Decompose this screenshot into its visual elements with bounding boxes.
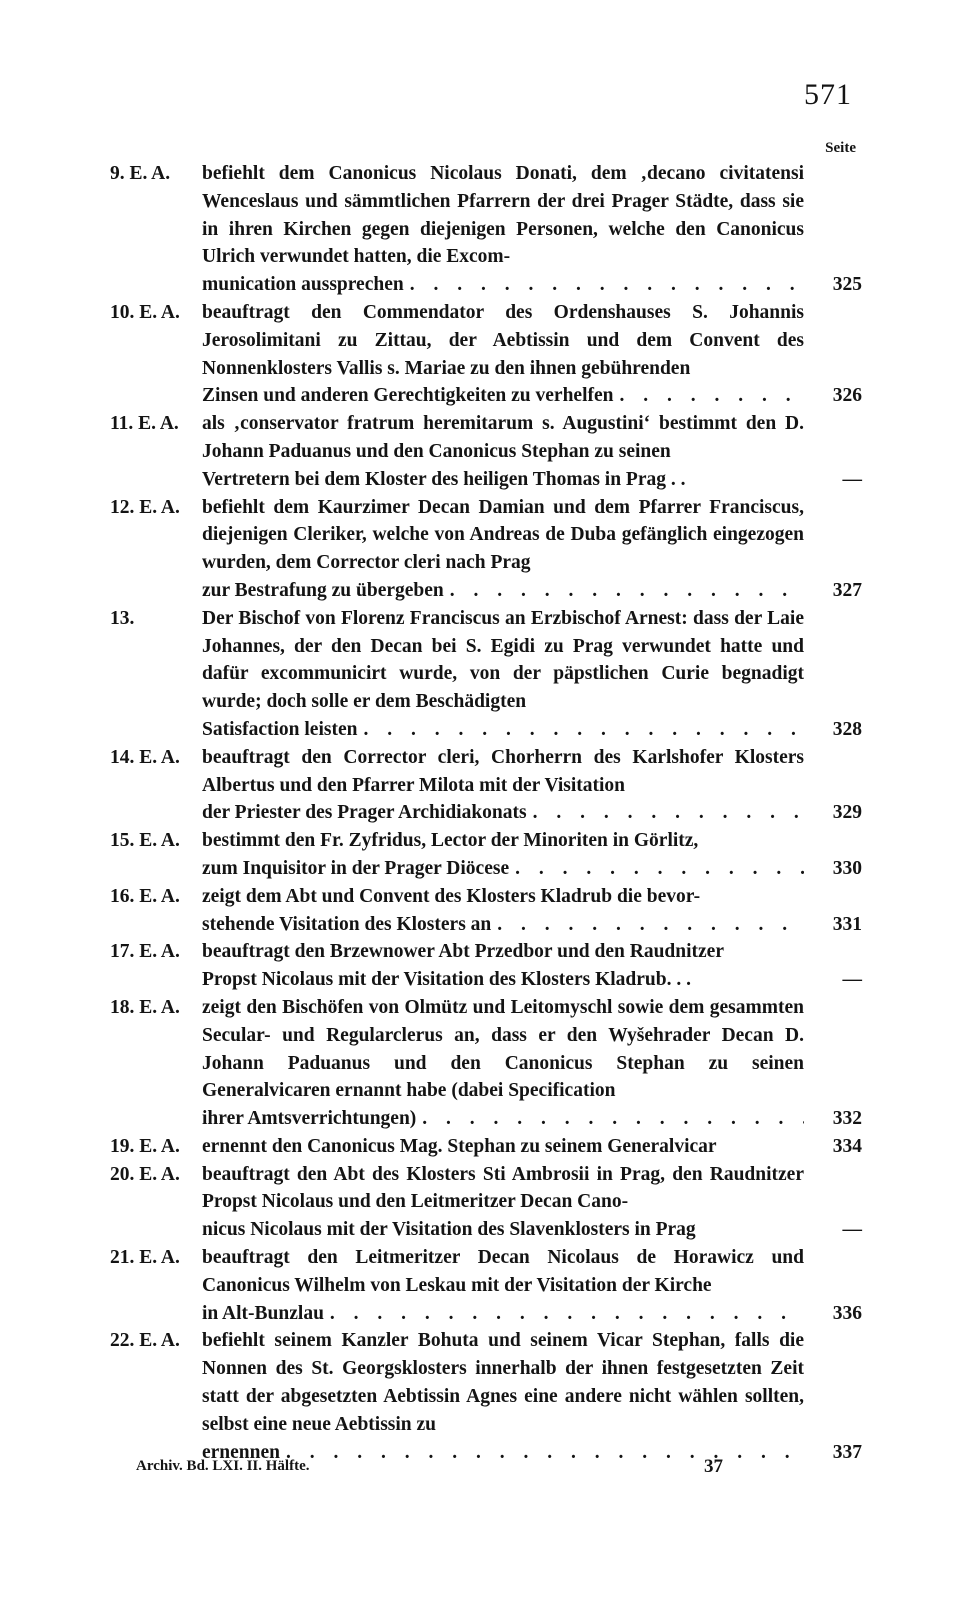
toc-entry — [110, 1327, 862, 1466]
entry-last-line — [202, 382, 804, 410]
entry-page-reference: 328 — [832, 718, 862, 740]
entry-number: 22. E. A. — [110, 1330, 180, 1352]
entry-page-reference: 332 — [832, 1108, 862, 1130]
entry-page-reference: 337 — [832, 1441, 862, 1463]
entry-page-reference: 329 — [832, 802, 862, 824]
dot-leader — [620, 382, 805, 410]
column-label-seite: Seite — [825, 140, 856, 156]
entry-last-text: Satisfaction leisten — [202, 718, 358, 740]
entry-text: bestimmt den Fr. Zyfridus, Lector der Minoriten in Görlitz, — [202, 830, 699, 852]
entry-text: befiehlt dem Kaurzimer Decan Damian und dem Pfarrer Franciscus, diejenigen Cleriker, welche von Andreas de Duba gefänglich eingezogen wurden, dem Corrector cleri nach Prag — [202, 496, 804, 574]
entry-text: Der Bischof von Florenz Franciscus an Erzbischof Arnest: dass der Laie Johannes, der den Decan bei S. Egidi zu Prag verwundet hatte und dafür excommunicirt wurde, von der päpstlichen Curie begnadigt wurde; doch solle er dem Beschädigten — [202, 607, 804, 713]
toc-entry — [110, 827, 862, 883]
footer-journal-reference: Archiv. Bd. LXI. II. Hälfte. — [136, 1458, 310, 1474]
entry-last-text: Zinsen und anderen Gerechtigkeiten zu verhelfen — [202, 385, 614, 407]
page-number: 571 — [804, 78, 852, 111]
entry-last-line — [202, 855, 804, 883]
entry-last-line — [202, 1216, 804, 1244]
entry-number: 16. E. A. — [110, 885, 180, 907]
entry-number: 14. E. A. — [110, 746, 180, 768]
entry-page-reference: 336 — [832, 1302, 862, 1324]
entry-last-line — [202, 1133, 804, 1161]
entry-page-reference: 326 — [832, 385, 862, 407]
entry-text: beauftragt den Brzewnower Abt Przedbor und den Raudnitzer — [202, 941, 724, 963]
entry-page-reference: 327 — [832, 579, 862, 601]
entry-page-reference: — — [842, 468, 862, 490]
dot-leader — [363, 716, 804, 744]
entry-last-text: nicus Nicolaus mit der Visitation des Slavenklosters in Prag — [202, 1219, 696, 1241]
entry-number: 9. E. A. — [110, 163, 171, 184]
entry-last-text: stehende Visitation des Klosters an — [202, 913, 492, 935]
dot-leader — [410, 271, 804, 299]
entry-text: zeigt dem Abt und Convent des Klosters Kladrub die bevor- — [202, 885, 701, 907]
dot-leader — [330, 1300, 804, 1328]
entry-number: 10. E. A. — [110, 301, 180, 323]
entry-last-line — [202, 271, 804, 299]
entry-last-text: Propst Nicolaus mit der Visitation des Klosters Kladrub. . . — [202, 969, 691, 991]
entry-text: beauftragt den Leitmeritzer Decan Nicolaus de Horawicz und Canonicus Wilhelm von Leskau mit der Visitation der Kirche — [202, 1247, 804, 1296]
entry-number: 12. E. A. — [110, 496, 180, 518]
toc-entry — [110, 1244, 862, 1327]
entry-text: als ‚conservator fratrum heremitarum s. Augustini‘ bestimmt den D. Johann Paduanus und den Canonicus Stephan zu seinen — [202, 413, 804, 462]
toc-entry — [110, 494, 862, 605]
entry-last-line — [202, 1105, 804, 1133]
entry-last-line — [202, 466, 804, 494]
toc-entry — [110, 299, 862, 410]
table-of-contents — [110, 160, 862, 1466]
entry-last-text: zur Bestrafung zu übergeben — [202, 579, 444, 601]
toc-entry — [110, 744, 862, 827]
entry-last-line — [202, 966, 804, 994]
entry-text: beauftragt den Corrector cleri, Chorherrn des Karlshofer Klosters Albertus und den Pfarrer Milota mit der Visitation — [202, 746, 804, 796]
toc-entry — [110, 160, 862, 299]
dot-leader — [533, 799, 804, 827]
toc-entry — [110, 605, 862, 744]
dot-leader — [497, 911, 804, 939]
toc-entry — [110, 883, 862, 939]
entry-text: befiehlt seinem Kanzler Bohuta und seinem Vicar Stephan, falls die Nonnen des St. Georgsklosters innerhalb der ihnen festgesetzten Zeit statt der abgesetzten Aebtissin Agnes eine andere nicht wählen sollten, selbst eine neue Aebtissin zu — [202, 1330, 804, 1435]
entry-last-text: ernennen — [202, 1441, 280, 1463]
dot-leader — [422, 1105, 804, 1133]
entry-last-line — [202, 911, 804, 939]
dot-leader — [286, 1439, 804, 1467]
entry-number: 13. — [110, 607, 135, 629]
entry-page-reference: 325 — [832, 274, 862, 296]
entry-page-reference: 330 — [832, 857, 862, 879]
entry-number: 18. E. A. — [110, 996, 180, 1018]
entry-number: 21. E. A. — [110, 1247, 180, 1269]
entry-number: 17. E. A. — [110, 941, 180, 963]
entry-number: 11. E. A. — [110, 413, 179, 435]
entry-last-line — [202, 716, 804, 744]
entry-last-text: in Alt-Bunzlau — [202, 1302, 324, 1324]
dot-leader — [515, 855, 804, 883]
toc-entry — [110, 410, 862, 493]
entry-last-text: ernennt den Canonicus Mag. Stephan zu seinem Generalvicar — [202, 1135, 717, 1157]
entry-last-text: munication aussprechen — [202, 274, 404, 296]
entry-last-text: der Priester des Prager Archidiakonats — [202, 802, 527, 824]
entry-last-line — [202, 1300, 804, 1328]
entry-text: zeigt den Bischöfen von Olmütz und Leitomyschl sowie dem gesammten Secular- und Regularclerus an, dass er den Wyšehrader Decan D. Johann Paduanus und den Canonicus Stephan zu seinen Generalvicaren ernannt habe (dabei Specification — [202, 996, 804, 1102]
toc-entry — [110, 938, 862, 994]
toc-entry — [110, 1161, 862, 1244]
entry-page-reference: — — [842, 1219, 862, 1241]
entry-last-line — [202, 799, 804, 827]
footer-signature-mark: 37 — [704, 1456, 723, 1477]
entry-page-reference: 331 — [832, 913, 862, 935]
entry-last-text: zum Inquisitor in der Prager Diöcese — [202, 857, 510, 879]
entry-last-text: ihrer Amtsverrichtungen) — [202, 1108, 417, 1130]
entry-text: beauftragt den Abt des Klosters Sti Ambrosii in Prag, den Raudnitzer Propst Nicolaus und den Leitmeritzer Decan Cano- — [202, 1163, 804, 1213]
toc-entry — [110, 1133, 862, 1161]
dot-leader — [450, 577, 804, 605]
entry-page-reference: — — [842, 969, 862, 991]
entry-page-reference: 334 — [832, 1135, 862, 1157]
entry-last-line — [202, 577, 804, 605]
toc-entry — [110, 994, 862, 1133]
entry-number: 15. E. A. — [110, 830, 180, 852]
entry-number: 19. E. A. — [110, 1135, 180, 1157]
entry-text: beauftragt den Commendator des Ordenshauses S. Johannis Jerosolimitani zu Zittau, der Aebtissin und dem Convent des Nonnenklosters Vallis s. Mariae zu den ihnen gebührenden — [202, 301, 804, 379]
entry-number: 20. E. A. — [110, 1163, 180, 1185]
entry-text: befiehlt dem Canonicus Nicolaus Donati, dem ‚decano civitatensi Wenceslaus und sämmtlichen Pfarrern der drei Prager Städte, dass sie in ihren Kirchen gegen diejenigen Personen, welche den Canonicus Ulrich verwundet hatten, die Excom- — [202, 163, 804, 268]
entry-last-text: Vertretern bei dem Kloster des heiligen Thomas in Prag . . — [202, 468, 686, 490]
